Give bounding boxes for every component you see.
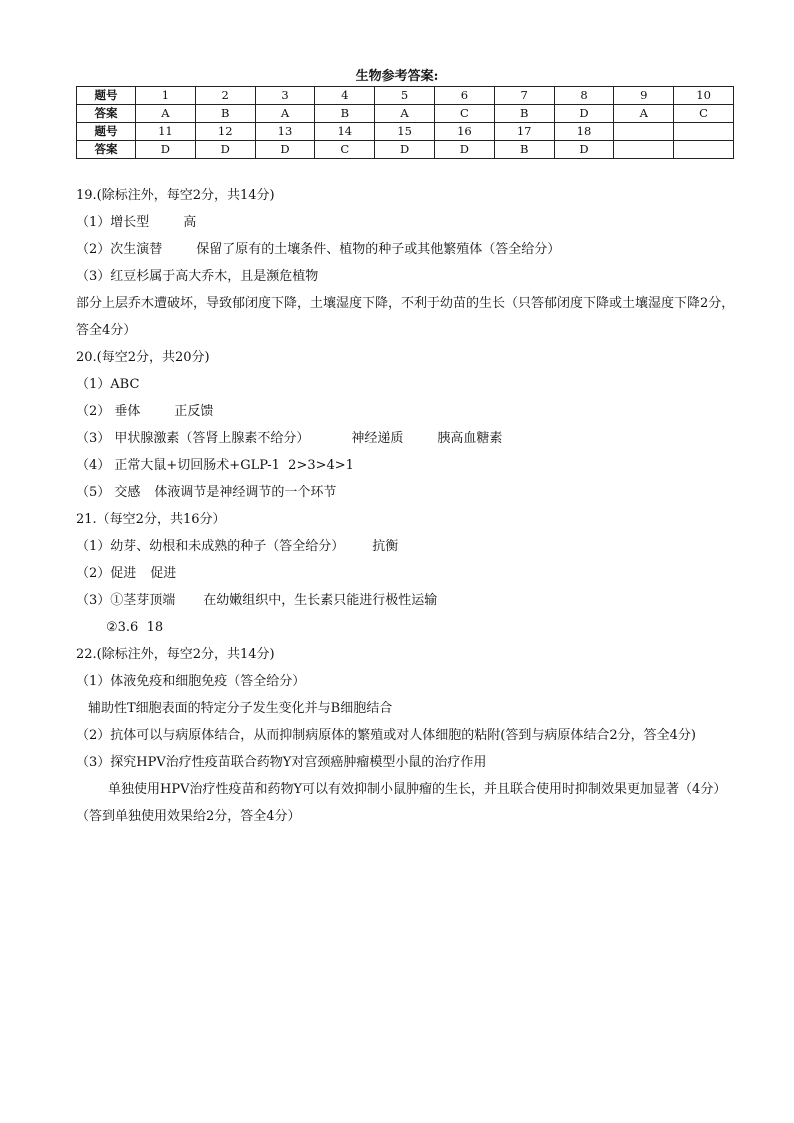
table-cell: 2 (195, 87, 255, 105)
q19-answer-1: （1）增长型 高 (76, 215, 197, 230)
table-cell: A (614, 105, 674, 123)
row-header: 答案 (77, 141, 136, 159)
answer-table (76, 86, 734, 159)
q22-answer-1: （1）体液免疫和细胞免疫（答全给分） (76, 674, 306, 689)
table-cell: A (375, 105, 435, 123)
table-cell: 15 (375, 123, 435, 141)
q22-answer-3: （3）探究HPV治疗性疫苗联合药物Y对宫颈癌肿瘤模型小鼠的治疗作用 (76, 755, 487, 770)
table-cell: C (315, 141, 375, 159)
table-cell: 10 (674, 87, 734, 105)
table-cell: B (494, 141, 554, 159)
q20-answer-2: （2） 垂体 正反馈 (76, 404, 214, 419)
table-cell: 13 (255, 123, 315, 141)
table-cell: 3 (255, 87, 315, 105)
table-cell: 18 (554, 123, 614, 141)
page-title: 生物参考答案: (355, 69, 439, 84)
table-cell: 5 (375, 87, 435, 105)
table-cell: 8 (554, 87, 614, 105)
table-cell: D (434, 141, 494, 159)
table-cell: 9 (614, 87, 674, 105)
q22-heading: 22.(除标注外，每空2分，共14分) (76, 647, 275, 662)
table-cell: D (136, 141, 196, 159)
q19-answer-3-continued: 部分上层乔木遭破坏，导致郁闭度下降，土壤湿度下降，不利于幼苗的生长（只答郁闭度下降或土壤湿度下降2分，答全4分） (76, 296, 735, 338)
table-cell: B (315, 105, 375, 123)
table-cell: 4 (315, 87, 375, 105)
row-header: 答案 (77, 105, 136, 123)
q22-answer-3-continued: 单独使用HPV治疗性疫苗和药物Y可以有效抑制小鼠肿瘤的生长，并且联合使用时抑制效果更加显著（4分）（答到单独使用效果给2分，答全4分） (76, 782, 727, 824)
answer-content (76, 182, 736, 830)
table-cell: D (554, 141, 614, 159)
q22-answer-1-continued: 辅助性T细胞表面的特定分子发生变化并与B细胞结合 (88, 701, 393, 716)
q19-heading: 19.(除标注外，每空2分，共14分) (76, 188, 275, 203)
q20-heading: 20.(每空2分，共20分) (76, 350, 210, 365)
table-row (77, 141, 734, 159)
table-cell: 17 (494, 123, 554, 141)
table-row (77, 123, 734, 141)
q21-heading: 21.（每空2分，共16分） (76, 512, 226, 527)
q21-answer-3: （3）①茎芽顶端 在幼嫩组织中，生长素只能进行极性运输 (76, 593, 438, 608)
q19-answer-3: （3）红豆杉属于高大乔木，且是濒危植物 (76, 269, 319, 284)
table-cell: 12 (195, 123, 255, 141)
row-header: 题号 (77, 87, 136, 105)
q19-answer-2: （2）次生演替 保留了原有的土壤条件、植物的种子或其他繁殖体（答全给分） (76, 242, 561, 257)
table-cell: 7 (494, 87, 554, 105)
row-header: 题号 (77, 123, 136, 141)
q21-answer-1: （1）幼芽、幼根和未成熟的种子（答全给分） 抗衡 (76, 539, 399, 554)
table-cell: C (434, 105, 494, 123)
q22-answer-2: （2）抗体可以与病原体结合，从而抑制病原体的繁殖或对人体细胞的粘附(答到与病原体结合2分，答全4分) (76, 728, 696, 743)
table-cell: D (554, 105, 614, 123)
table-cell (614, 123, 674, 141)
q21-answer-2: （2）促进 促进 (76, 566, 177, 581)
table-row (77, 105, 734, 123)
table-cell: 16 (434, 123, 494, 141)
table-cell: A (255, 105, 315, 123)
table-cell (674, 141, 734, 159)
table-cell: A (136, 105, 196, 123)
table-cell: B (494, 105, 554, 123)
q20-answer-3: （3） 甲状腺激素（答肾上腺素不给分） 神经递质 胰高血糖素 (76, 431, 503, 446)
table-cell: 11 (136, 123, 196, 141)
q20-answer-5: （5） 交感 体液调节是神经调节的一个环节 (76, 485, 337, 500)
table-cell: D (195, 141, 255, 159)
table-cell: C (674, 105, 734, 123)
table-cell: 1 (136, 87, 196, 105)
table-cell (614, 141, 674, 159)
q20-answer-4: （4） 正常大鼠+切回肠术+GLP-1 2>3>4>1 (76, 458, 354, 473)
table-cell: B (195, 105, 255, 123)
q21-answer-3-part-2: ②3.6 18 (106, 620, 164, 635)
table-cell: 14 (315, 123, 375, 141)
table-cell: 6 (434, 87, 494, 105)
q20-answer-1: （1）ABC (76, 377, 140, 392)
table-cell: D (375, 141, 435, 159)
table-cell (674, 123, 734, 141)
table-cell: D (255, 141, 315, 159)
table-row (77, 87, 734, 105)
